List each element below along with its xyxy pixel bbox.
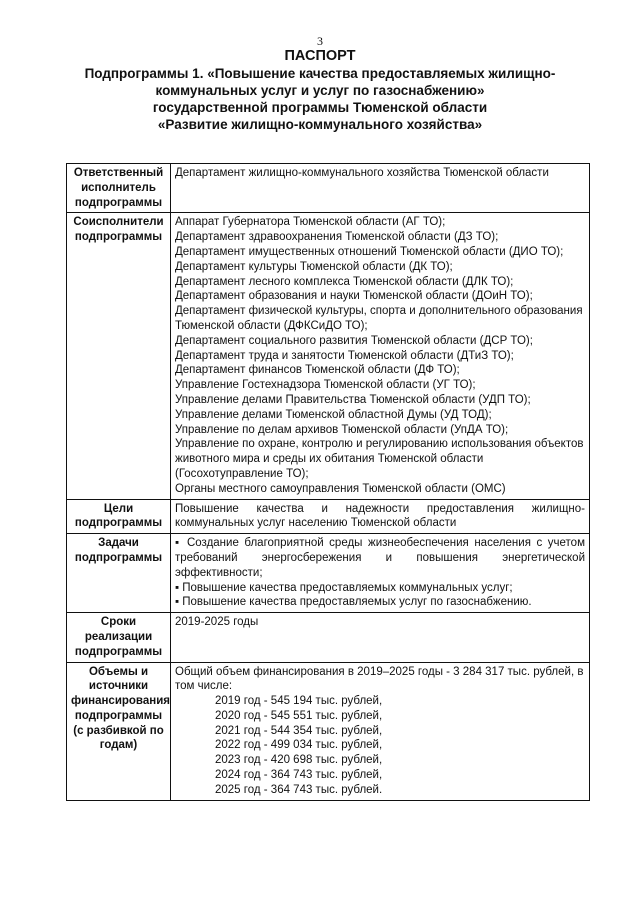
coexecutor-item: Департамент культуры Тюменской области (ДК ТО); [175, 260, 453, 273]
title-line-2: коммунальных услуг и услуг по газоснабжению» [155, 83, 485, 98]
label-responsible: Ответственный исполнитель подпрограммы [67, 164, 171, 213]
document-title [0, 48, 640, 133]
value-responsible: Департамент жилищно-коммунального хозяйства Тюменской области [171, 164, 590, 213]
coexecutor-item: Департамент социального развития Тюменской области (ДСР ТО); [175, 334, 533, 347]
title-line-1: Подпрограммы 1. «Повышение качества предоставляемых жилищно- [84, 66, 556, 81]
label-tasks: Задачи подпрограммы [67, 534, 171, 613]
label-goals: Цели подпрограммы [67, 499, 171, 534]
row-goals [67, 499, 590, 534]
funding-year: 2021 год - 544 354 тыс. рублей, [215, 724, 383, 737]
row-responsible [67, 164, 590, 213]
value-funding [171, 662, 590, 800]
value-goals: Повышение качества и надежности предоставления жилищно-коммунальных услуг населению Тюменской области [171, 499, 590, 534]
label-funding: Объемы и источники финансирования подпрограммы (с разбивкой по годам) [67, 662, 171, 800]
row-coexecutors [67, 213, 590, 499]
funding-year: 2023 год - 420 698 тыс. рублей, [215, 754, 383, 767]
title-line-4: «Развитие жилищно-коммунального хозяйства» [157, 117, 483, 132]
funding-year: 2019 год - 545 194 тыс. рублей, [215, 695, 383, 708]
label-terms: Сроки реализации подпрограммы [67, 613, 171, 662]
coexecutor-item: Органы местного самоуправления Тюменской области (ОМС) [175, 482, 506, 495]
label-coexecutors: Соисполнители подпрограммы [67, 213, 171, 499]
value-terms: 2019-2025 годы [171, 613, 590, 662]
coexecutor-item: Управление Гостехнадзора Тюменской области (УГ ТО); [175, 379, 476, 392]
coexecutor-item: Управление по делам архивов Тюменской области (УпДА ТО); [175, 423, 509, 436]
page-number: 3 [317, 34, 323, 48]
coexecutor-item: Департамент труда и занятости Тюменской области (ДТиЗ ТО); [175, 349, 514, 362]
value-coexecutors [171, 213, 590, 499]
value-tasks [171, 534, 590, 613]
task-item: ▪ Повышение качества предоставляемых услуг по газоснабжению. [175, 596, 532, 609]
coexecutor-item: Департамент образования и науки Тюменской области (ДОиН ТО); [175, 290, 533, 303]
title-line-3: государственной программы Тюменской области [152, 100, 488, 115]
coexecutor-item: Управление делами Правительства Тюменской области (УДП ТО); [175, 393, 531, 406]
task-item: ▪ Повышение качества предоставляемых коммунальных услуг; [175, 581, 513, 594]
coexecutor-item: Управление по охране, контролю и регулированию использования объектов животного мира и среды их обитания Тюменской области (Госохотуправление ТО); [175, 438, 584, 480]
task-item: ▪ Создание благоприятной среды жизнеобеспечения населения с учетом требований энергосбережения и повышения энергетической эффективности; [175, 537, 585, 579]
funding-year: 2024 год - 364 743 тыс. рублей, [215, 769, 383, 782]
coexecutor-item: Департамент физической культуры, спорта и дополнительного образования Тюменской области (ДФКСиДО ТО); [175, 305, 583, 332]
coexecutor-item: Департамент здравоохранения Тюменской области (ДЗ ТО); [175, 231, 499, 244]
title-main: ПАСПОРТ [284, 48, 356, 64]
row-tasks [67, 534, 590, 613]
coexecutor-item: Департамент имущественных отношений Тюменской области (ДИО ТО); [175, 245, 564, 258]
funding-year: 2020 год - 545 551 тыс. рублей, [215, 709, 383, 722]
coexecutor-item: Аппарат Губернатора Тюменской области (АГ ТО); [175, 216, 446, 229]
funding-year: 2022 год - 499 034 тыс. рублей, [215, 739, 383, 752]
passport-table [66, 163, 590, 801]
coexecutor-item: Управление делами Тюменской областной Думы (УД ТОД); [175, 408, 492, 421]
coexecutor-item: Департамент финансов Тюменской области (ДФ ТО); [175, 364, 460, 377]
funding-year: 2025 год - 364 743 тыс. рублей. [215, 783, 383, 796]
funding-intro: Общий объем финансирования в 2019–2025 годы - 3 284 317 тыс. рублей, в том числе: [175, 665, 584, 693]
row-funding [67, 662, 590, 800]
row-terms [67, 613, 590, 662]
coexecutor-item: Департамент лесного комплекса Тюменской области (ДЛК ТО); [175, 275, 514, 288]
